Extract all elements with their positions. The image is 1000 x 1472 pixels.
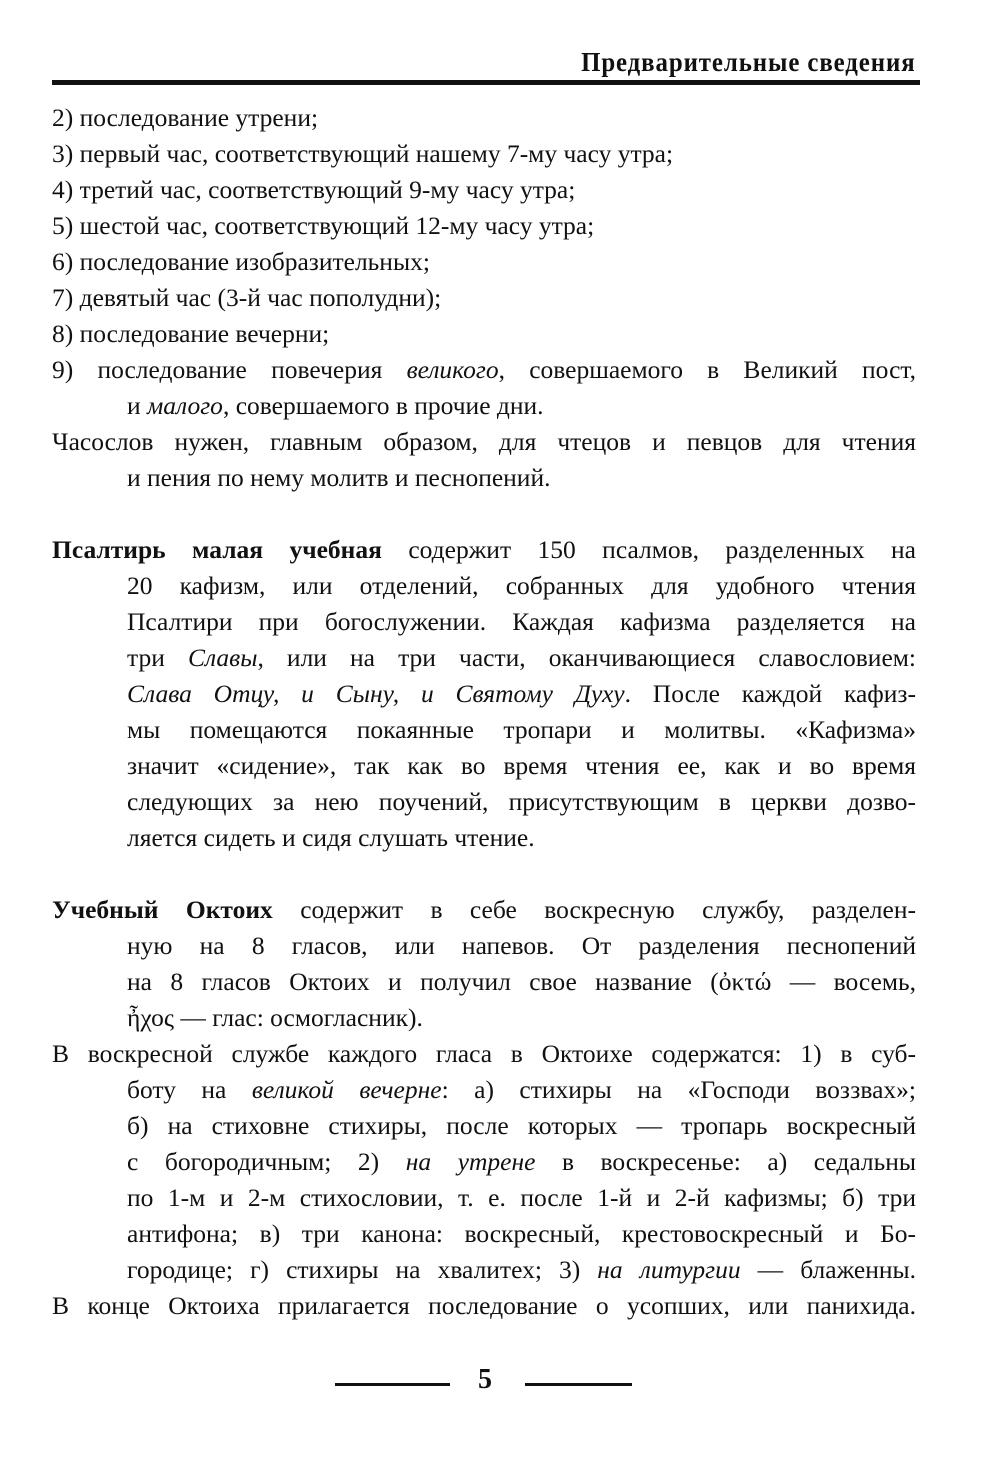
text-run: , совершаемого в прочие дни.: [222, 391, 544, 420]
text-run: три: [127, 643, 188, 672]
text-line: [52, 604, 916, 640]
text-line: [52, 136, 916, 172]
text-run: городице; г) стихиры на хвалитех; 3): [127, 1255, 598, 1284]
text-line: [52, 1288, 916, 1324]
text-line: [52, 712, 916, 748]
text-line: [52, 964, 916, 1000]
text-run: мы помещаются покаянные тропари и молитвы. «Кафизма»: [127, 715, 916, 744]
text-line: [52, 244, 916, 280]
text-line: [52, 820, 916, 856]
bold-term: Псалтирь малая учебная: [52, 535, 382, 564]
text-run: 7) девятый час (3-й час пополудни);: [52, 283, 442, 312]
text-run: В конце Октоиха прилагается последование о усопших, или панихида.: [52, 1291, 916, 1320]
text-run: , совершаемого в Великий пост,: [498, 355, 916, 384]
paragraph: [52, 892, 916, 1324]
text-run: 9) последование повечерия: [52, 355, 407, 384]
italic-text: великой вечерне: [251, 1075, 442, 1104]
text-run: ляется сидеть и сидя слушать чтение.: [127, 823, 535, 852]
text-run: . После каждой кафиз-: [624, 679, 917, 708]
text-run: , или на три части, оканчивающиеся славословием:: [257, 643, 916, 672]
text-run: ную на 8 гласов, или напевов. От разделения песнопений: [127, 931, 916, 960]
text-line: [52, 424, 916, 460]
text-line: [52, 892, 916, 928]
text-run: Часослов нужен, главным образом, для чтецов и певцов для чтения: [52, 427, 916, 456]
text-run: Псалтири при богослужении. Каждая кафизма разделяется на: [127, 607, 916, 636]
text-run: 8) последование вечерни;: [52, 319, 330, 348]
text-run: следующих за нею поучений, присутствующим в церкви дозво-: [127, 787, 916, 816]
text-run: в воскресенье: а) седальны: [535, 1147, 916, 1176]
page-body: [52, 100, 916, 1324]
footer-rule-left: [335, 1383, 450, 1386]
running-header: [52, 30, 920, 85]
text-line: [52, 532, 916, 568]
text-line: [52, 172, 916, 208]
text-line: [52, 460, 916, 496]
text-line: [52, 1000, 916, 1036]
text-line: [52, 928, 916, 964]
text-line: [52, 208, 916, 244]
text-line: [52, 100, 916, 136]
text-line: [52, 748, 916, 784]
text-run: 5) шестой час, соответствующий 12-му часу утра;: [52, 211, 595, 240]
text-run: 20 кафизм, или отделений, собранных для удобного чтения: [127, 571, 916, 600]
text-line: [52, 640, 916, 676]
page-footer: [0, 1362, 1000, 1406]
italic-text: Слава Отцу, и Сыну, и Святому Духу: [127, 679, 625, 708]
text-line: [52, 388, 916, 424]
text-run: содержит в себе воскресную службу, разделен-: [272, 895, 916, 924]
text-line: [52, 316, 916, 352]
text-line: [52, 1108, 916, 1144]
paragraph: [52, 100, 916, 496]
bold-term: Учебный Октоих: [52, 895, 273, 924]
page-number: 5: [478, 1364, 492, 1395]
text-line: [52, 1216, 916, 1252]
text-run: ἦχος — глас: осмогласник).: [127, 1003, 423, 1032]
paragraph: [52, 532, 916, 856]
text-run: и пения по нему молитв и песнопений.: [127, 463, 551, 492]
text-line: [52, 1144, 916, 1180]
italic-text: малого: [147, 391, 223, 420]
text-line: [52, 1036, 916, 1072]
text-run: 4) третий час, соответствующий 9-му часу утра;: [52, 175, 576, 204]
text-run: 2) последование утрени;: [52, 103, 319, 132]
text-run: и: [127, 391, 148, 420]
text-run: 6) последование изобразительных;: [52, 247, 430, 276]
italic-text: на литургии: [597, 1255, 741, 1284]
italic-text: на утрене: [405, 1147, 536, 1176]
text-run: б) на стиховне стихиры, после которых — тропарь воскресный: [127, 1111, 916, 1140]
text-line: [52, 784, 916, 820]
italic-text: Славы: [187, 643, 258, 672]
text-line: [52, 280, 916, 316]
text-run: : а) стихиры на «Господи воззвах»;: [441, 1075, 916, 1104]
text-run: с богородичным; 2): [127, 1147, 406, 1176]
text-line: [52, 1072, 916, 1108]
text-line: [52, 568, 916, 604]
text-line: [52, 1180, 916, 1216]
running-title: Предварительные сведения: [581, 47, 916, 77]
text-run: на 8 гласов Октоих и получил свое название (ὀκτώ — восемь,: [127, 967, 916, 996]
text-run: — блаженны.: [740, 1255, 916, 1284]
italic-text: великого: [406, 355, 499, 384]
paragraph-gap: [52, 496, 916, 532]
text-line: [52, 676, 916, 712]
text-run: содержит 150 псалмов, разделенных на: [381, 535, 916, 564]
paragraph-gap: [52, 856, 916, 892]
text-run: антифона; в) три канона: воскресный, крестовоскресный и Бо-: [127, 1219, 916, 1248]
text-line: [52, 1252, 916, 1288]
text-run: боту на: [127, 1075, 252, 1104]
text-run: значит «сидение», так как во время чтения ее, как и во время: [127, 751, 916, 780]
text-run: по 1-м и 2-м стихословии, т. е. после 1-й и 2-й кафизмы; б) три: [127, 1183, 916, 1212]
footer-rule-right: [525, 1383, 632, 1386]
text-run: 3) первый час, соответствующий нашему 7-му часу утра;: [52, 139, 674, 168]
text-run: В воскресной службе каждого гласа в Октоихе содержатся: 1) в суб-: [52, 1039, 916, 1068]
text-line: [52, 352, 916, 388]
